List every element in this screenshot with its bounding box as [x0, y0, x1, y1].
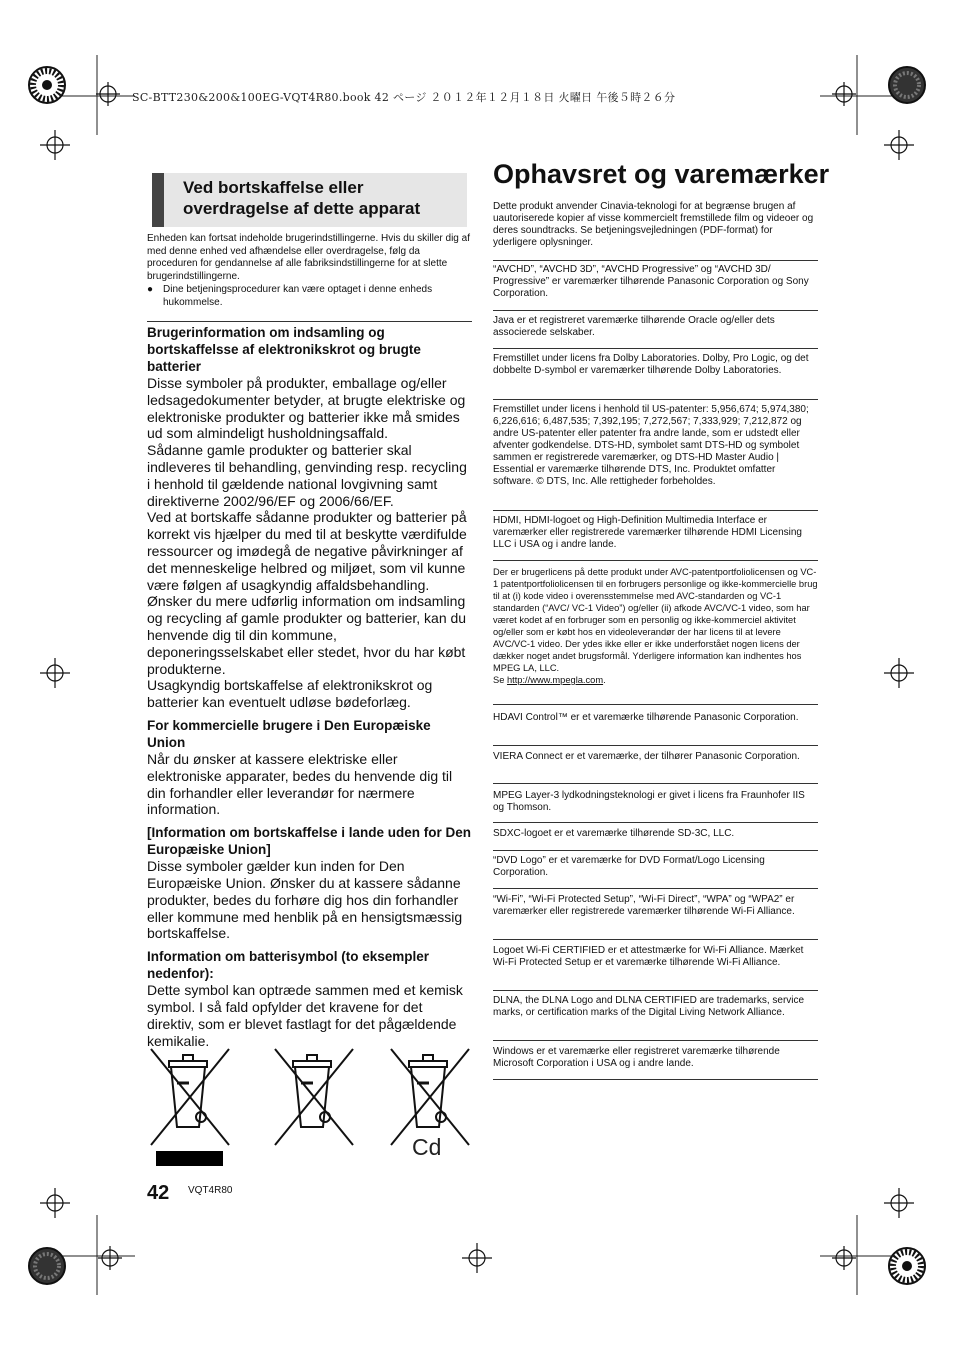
divider [147, 321, 472, 322]
avc-text: Der er brugerlicens på dette produkt under AVC-patentportfoliolicensen og VC-1 patentportfoliolicensen til en forbrugers personlige og ikke-kommercielle brug til at (i) kode video i overensstemmelse med AVC-standarden og VC-1 standarden (“AVC/ VC-1 Video”) og/eller (ii) afkode AVC/VC-1 video, som har været kodet af en forbruger som en personlig og ikke-kommerciel aktivitet og/eller som er købt hos en videoleverandør der har licens til at levere AVC/VC-1 video. Der ydes ikke eller er ikke underforstået nogen licens der dækker noget andet brugsformål. Yderligere information kan indhentes hos MPEG LA, LLC. [493, 567, 818, 673]
heading-user-info: Brugerinformation om indsamling og bortskaffelsse af elektronikskrot og brugte batterier [147, 325, 421, 374]
doc-code: VQT4R80 [188, 1185, 233, 1196]
trademark-item: DLNA, the DLNA Logo and DLNA CERTIFIED are trademarks, service marks, or certification marks of the Digital Living Network Alliance. [493, 995, 805, 1018]
divider [493, 399, 818, 400]
bullet-text: Dine betjeningsprocedurer kan være optaget i denne enheds hukommelse. [163, 284, 433, 308]
section-header-bar [152, 173, 164, 227]
divider [493, 888, 818, 889]
trademark-item: Dette produkt anvender Cinavia-teknologi for at begrænse brugen af uautoriserede kopier af visse kommercielt fremstillede film og videoer og deres soundtracks. Se betjeningsvejledningen (PDF-format) for yderligere oplysninger. [493, 201, 814, 248]
divider [493, 745, 818, 746]
divider [493, 990, 818, 991]
divider [493, 560, 818, 561]
crossed-bin-icon [151, 1049, 229, 1145]
divider [493, 310, 818, 311]
page-number: 42 [147, 1182, 170, 1204]
paragraph: Sådanne gamle produkter og batterier skal indleveres til behandling, genvinding resp. recycling i henhold til gældende national lovgivning samt direktiverne 2002/96/EF og 2006/66/EF. [147, 442, 467, 509]
bullet-icon: ● [147, 284, 154, 295]
intro-text: Enheden kan fortsat indeholde brugerindstillingerne. Hvis du skiller dig af med denne enhed ved afhændelse eller overdragelse, følg da proceduren for gendannelse af alle fabriksindstillingerne for at slette brugerindstillingerne. [147, 233, 470, 282]
trademark-item: “AVCHD”, “AVCHD 3D”, “AVCHD Progressive” og “AVCHD 3D/ Progressive” er varemærker tilhørende Panasonic Corporation og Sony Corporation. [493, 264, 809, 299]
divider [493, 939, 818, 940]
divider [493, 822, 818, 823]
trademark-item: Fremstillet under licens fra Dolby Laboratories. Dolby, Pro Logic, og det dobbelte D-symbol er varemærker tilhørende Dolby Laboratories. [493, 353, 809, 376]
divider [493, 850, 818, 851]
paragraph: Når du ønsker at kassere elektriske eller elektroniske apparater, bedes du henvende dig til din forhandler eller leverandør for nærmere information. [147, 750, 453, 818]
divider [493, 704, 818, 705]
trademark-item: SDXC-logoet er et varemærke tilhørende SD-3C, LLC. [493, 828, 735, 839]
trademark-item: HDMI, HDMI-logoet og High-Definition Multimedia Interface er varemærker eller registrerede varemærker tilhørende HDMI Licensing LLC i USA og i andre lande. [493, 515, 802, 550]
mpeg-suffix: . [603, 675, 606, 685]
trademark-item-avc [493, 566, 818, 686]
divider [493, 510, 818, 511]
divider [493, 348, 818, 349]
trademark-item: Windows er et varemærke eller registreret varemærke tilhørende Microsoft Corporation i USA og i andre lande. [493, 1046, 780, 1069]
paragraph: Usagkyndig bortskaffelse af elektronikskrot og batterier kan eventuelt udløse bødeforlæg. [147, 677, 433, 711]
trademark-item: VIERA Connect er et varemærke, der tilhører Panasonic Corporation. [493, 751, 800, 762]
divider [493, 1040, 818, 1041]
crossed-bin-icon [391, 1049, 469, 1145]
crossed-bin-icon [275, 1049, 353, 1145]
trademark-item: Logoet Wi-Fi CERTIFIED er et attestmærke for Wi-Fi Alliance. Mærket Wi-Fi Protected Setup er et varemærke tilhørende Wi-Fi Alliance. [493, 945, 804, 968]
section-title-line2: overdragelse af dette apparat [183, 199, 421, 218]
section-title-line1: Ved bortskaffelse eller [183, 178, 364, 197]
cd-label: Cd [412, 1134, 442, 1160]
trademark-item: “DVD Logo” er et varemærke for DVD Format/Logo Licensing Corporation. [493, 855, 765, 878]
heading-outside-eu: [Information om bortskaffelse i lande uden for Den Europæiske Union] [147, 825, 472, 858]
paragraph: Ved at bortskaffe sådanne produkter og batterier på korrekt vis hjælper du med til at beskytte værdifulde ressourcer og imødegå de negative påvirkninger af det menneskelige helbred og miljøet, som vil kunne være følgen af usagkyndig affaldsbehandling. [147, 509, 467, 593]
divider [493, 783, 818, 784]
mpeg-link-line [493, 674, 818, 686]
paragraph: Disse symboler gælder kun inden for Den Europæiske Union. Ønsker du at kassere sådanne produkter, bedes du forhøre dig hos din forhandler eller kommune med henblik på en hensigtsmæssig bortskaffelse. [147, 858, 463, 942]
trademark-item: MPEG Layer-3 lydkodningsteknologi er givet i licens fra Fraunhofer IIS og Thomson. [493, 790, 805, 813]
page-title: Ophavsret og varemærker [493, 159, 830, 189]
section-title [183, 177, 463, 219]
mpeg-prefix: Se [493, 675, 507, 685]
divider [493, 260, 818, 261]
print-header: SC-BTT230&200&100EG-VQT4R80.book 42 ページ ２０１２年１２月１８日 火曜日 午後５時２６分 [132, 91, 676, 104]
disposal-section [147, 324, 472, 1049]
heading-commercial: For kommercielle brugere i Den Europæiske Union [147, 717, 431, 750]
paragraph: Ønsker du mere udførlig information om indsamling og recycling af gamle produkter og batterier, kan du henvende dig til din kommune, deponeringsselskabet eller stedet, hvor du har købt produkterne. [147, 593, 467, 677]
paragraph: Dette symbol kan optræde sammen med et kemisk symbol. I så fald opfylder det kravene for det direktiv, som er blevet fastlagt for det pågældende kemikalie. [147, 982, 463, 1049]
trademark-item: “Wi-Fi”, “Wi-Fi Protected Setup”, “Wi-Fi Direct”, “WPA” og “WPA2” er varemærker eller registrerede varemærker tilhørende Wi-Fi Alliance. [493, 894, 795, 917]
divider [493, 1079, 818, 1080]
trademark-item: HDAVI Control™ er et varemærke tilhørende Panasonic Corporation. [493, 712, 799, 723]
trademark-item: Java er et registreret varemærke tilhørende Oracle og/eller dets associerede selskaber. [493, 315, 775, 338]
heading-battery-symbol: Information om batterisymbol (to eksempler nedenfor): [147, 949, 430, 982]
trademark-item: Fremstillet under licens i henhold til US-patenter: 5,956,674; 5,974,380; 6,226,616; 6,487,535; 7,392,195; 7,272,567; 7,333,929; 7,212,872 og andre US-patenter eller patenter fra andre lande, som er udstedt eller afventer godkendelse. DTS-HD, symbolet samt DTS-HD og symbolet sammen er registrerede varemærker, og DTS-HD Master Audio | Essential er varemærke tilhørende DTS, Inc. Produktet omfatter software. © DTS, Inc. Alle rettigheder forbeholdes. [493, 404, 809, 487]
paragraph: Disse symboler på produkter, emballage og/eller ledsagedokumenter betyder, at brugte elektriske og elektroniske produkter og batterier ikke må smides ud som almindeligt husholdningsaffald. [147, 375, 466, 442]
black-bar [156, 1151, 223, 1166]
mpeg-link[interactable]: http://www.mpegla.com [506, 675, 604, 685]
